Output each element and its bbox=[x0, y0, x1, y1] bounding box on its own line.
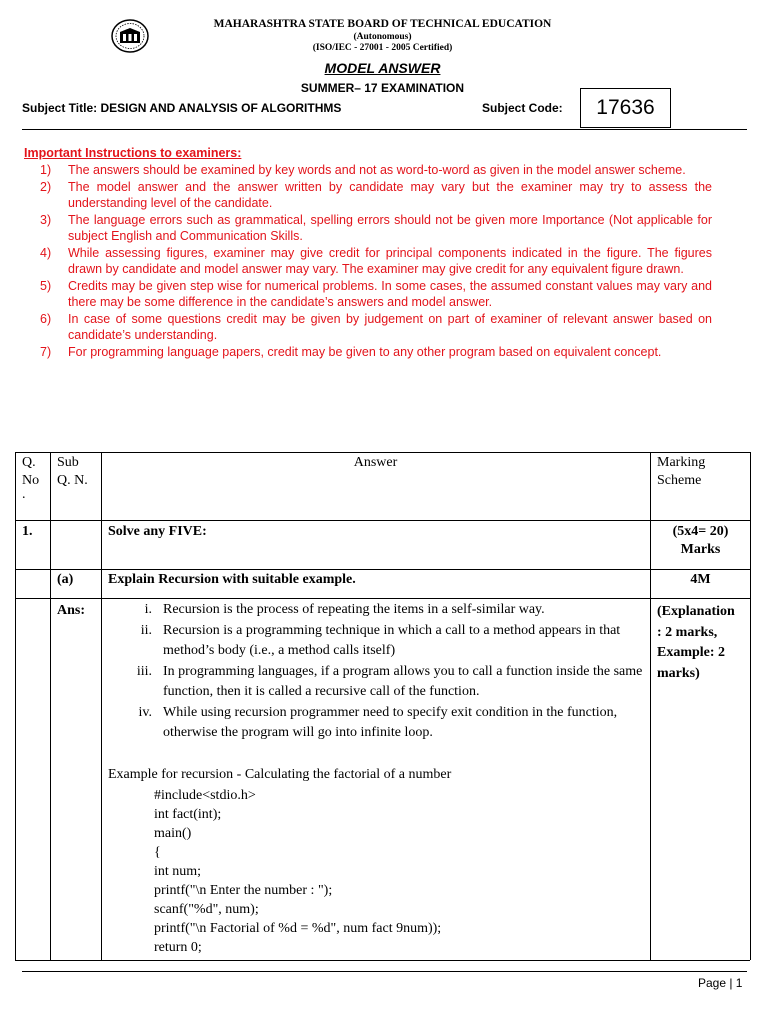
header-divider bbox=[22, 129, 747, 130]
instructions-list bbox=[40, 162, 712, 361]
header-answer: Answer bbox=[353, 455, 398, 470]
board-name: MAHARASHTRA STATE BOARD OF TECHNICAL EDUCATION bbox=[213, 18, 552, 30]
table-row-divider bbox=[15, 569, 750, 570]
footer-divider bbox=[22, 971, 747, 972]
section-marks: (5x4= 20) Marks bbox=[672, 524, 729, 557]
question-marks: 4M bbox=[690, 572, 711, 587]
answer-marking-scheme: (Explanation : 2 marks, Example: 2 marks) bbox=[657, 604, 735, 681]
code-line: return 0; bbox=[154, 940, 202, 955]
code-line: printf("\n Factorial of %d = %d", num fact 9num)); bbox=[154, 921, 442, 936]
table-border-right bbox=[750, 452, 751, 960]
instruction-item: 5) Credits may be given step wise for numerical problems. In some cases, the assumed constant values may vary and there may be some difference in the candidate’s answers and model answer. bbox=[40, 279, 712, 309]
code-line: int fact(int); bbox=[154, 807, 222, 822]
model-answer-title: MODEL ANSWER bbox=[324, 60, 441, 76]
answer-point: iii. In programming languages, if a program allows you to call a function inside the same function, then it is called a recursive call of the function. bbox=[136, 663, 643, 699]
header-qno: Q. No . bbox=[22, 455, 40, 502]
table-col-divider bbox=[50, 452, 51, 960]
code-example bbox=[154, 786, 441, 957]
instruction-item: 2) The model answer and the answer written by candidate may vary but the examiner may try to assess the understanding level of the candidate. bbox=[40, 180, 712, 210]
certification-label: (ISO/IEC - 27001 - 2005 Certified) bbox=[312, 43, 453, 53]
instruction-item: 6) In case of some questions credit may be given by judgement on part of examiner of relevant answer based on candidate’s understanding. bbox=[40, 312, 712, 342]
subject-code-label: Subject Code: bbox=[482, 101, 563, 115]
instructions-title: Important Instructions to examiners: bbox=[24, 146, 242, 160]
header-marking: Marking Scheme bbox=[657, 455, 706, 488]
answer-label: Ans: bbox=[57, 603, 86, 618]
code-line: int num; bbox=[154, 864, 202, 879]
example-intro: Example for recursion - Calculating the factorial of a number bbox=[108, 767, 452, 782]
code-line: scanf("%d", num); bbox=[154, 902, 259, 917]
code-line: main() bbox=[154, 826, 192, 841]
answer-point: ii. Recursion is a programming technique in which a call to a method appears in that method’s body (i.e., a method calls itself) bbox=[140, 622, 621, 658]
answer-points bbox=[112, 600, 647, 744]
answer-point: i. Recursion is the process of repeating the items in a self-similar way. bbox=[144, 602, 545, 617]
instruction-item: 4) While assessing figures, examiner may give credit for principal components indicated in the figure. The figures drawn by candidate and model answer may vary. The examiner may give credit for any equivalent figure drawn. bbox=[40, 246, 712, 276]
header-subq: Sub Q. N. bbox=[57, 455, 88, 488]
subject-code-box: 17636 bbox=[580, 88, 671, 128]
table-col-divider bbox=[101, 452, 102, 960]
question-text: Explain Recursion with suitable example. bbox=[108, 572, 356, 587]
exam-title: SUMMER– 17 EXAMINATION bbox=[300, 81, 465, 95]
table-row-divider bbox=[15, 520, 750, 521]
table-border-left bbox=[15, 452, 16, 960]
table-row-divider bbox=[15, 598, 750, 599]
table-border-top bbox=[15, 452, 750, 453]
instruction-item: 7) For programming language papers, credit may be given to any other program based on equivalent concept. bbox=[40, 345, 662, 359]
subject-title: Subject Title: DESIGN AND ANALYSIS OF ALGORITHMS bbox=[22, 101, 342, 115]
code-line: printf("\n Enter the number : "); bbox=[154, 883, 333, 898]
page-number: Page | 1 bbox=[698, 976, 743, 990]
msbte-logo-icon bbox=[110, 18, 150, 54]
question-number: 1. bbox=[22, 524, 33, 539]
subquestion-label: (a) bbox=[57, 572, 74, 587]
autonomous-label: (Autonomous) bbox=[353, 32, 412, 42]
instruction-item: 1) The answers should be examined by key words and not as word-to-word as given in the model answer scheme. bbox=[40, 163, 686, 177]
section-instruction: Solve any FIVE: bbox=[108, 524, 207, 539]
answer-point: iv. While using recursion programmer need to specify exit condition in the function, otherwise the program will go into infinite loop. bbox=[138, 704, 618, 740]
table-border-bottom bbox=[15, 960, 750, 961]
instruction-item: 3) The language errors such as grammatical, spelling errors should not be given more Importance (Not applicable for subject English and Communication Skills. bbox=[40, 213, 712, 243]
code-line: { bbox=[154, 845, 161, 860]
code-line: #include<stdio.h> bbox=[154, 788, 256, 803]
